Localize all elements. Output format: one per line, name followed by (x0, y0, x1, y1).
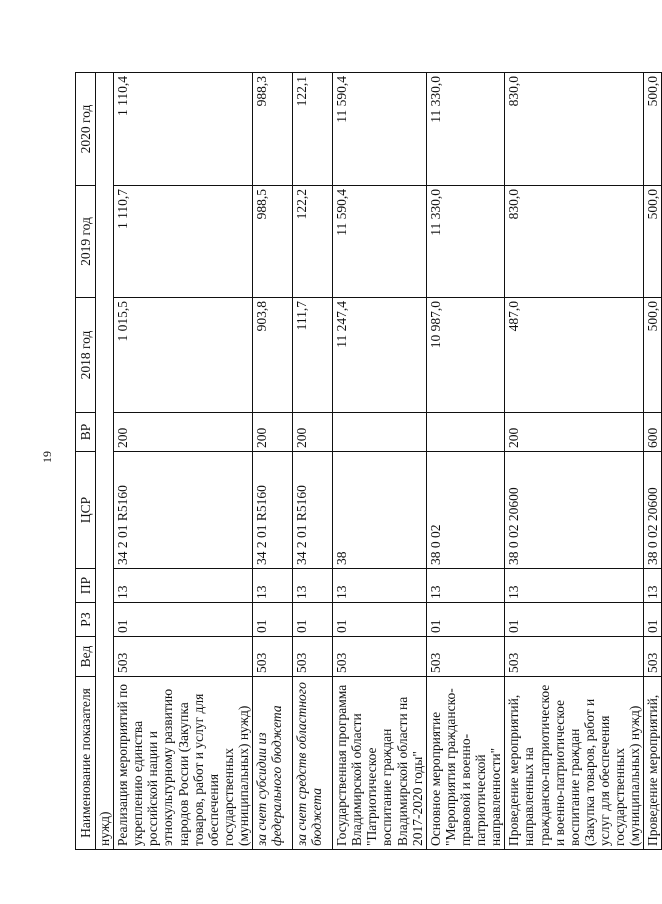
row-csr: 34 2 01 R5160 (293, 452, 333, 569)
row-name: Государственная программа Владимирской области "Патриотическое воспитание граждан Владимирской области на 2017-2020 годы" (333, 677, 427, 850)
row-name: за счет субсидии из федерального бюджета (253, 677, 293, 850)
header-ved: Вед (76, 637, 96, 677)
header-2019: 2019 год (76, 186, 96, 298)
row-pr: 13 (114, 569, 253, 603)
row-pr: 13 (333, 569, 427, 603)
row-pr: 13 (644, 569, 662, 603)
row-ved: 503 (505, 637, 644, 677)
header-name: Наименование показателя (76, 677, 96, 850)
row-rz: 01 (293, 603, 333, 637)
row-2020: 830,0 (505, 73, 644, 186)
header-csr: ЦСР (76, 452, 96, 569)
row-name: Проведение мероприятий, направленных на гражданско-патриотическое и военно-патриотическое воспитание граждан (Закупка товаров, работ и услуг для обеспечения государственных (муниципальных) нужд) (505, 677, 644, 850)
row-rz: 01 (505, 603, 644, 637)
table-row (253, 73, 293, 850)
row-csr: 34 2 01 R5160 (114, 452, 253, 569)
row-pr: 13 (426, 569, 505, 603)
table-row (293, 73, 333, 850)
table-row (644, 73, 662, 850)
row-pr: 13 (253, 569, 293, 603)
row-2020: 500,0 (644, 73, 662, 186)
page-number: 19 (40, 451, 54, 463)
row-2020: 11 330,0 (426, 73, 505, 186)
row-vr: 600 (644, 413, 662, 452)
row-2018: 1 015,5 (114, 298, 253, 413)
row-2018: 10 987,0 (426, 298, 505, 413)
row-name: Реализация мероприятий по укреплению единства российской нации и этнокультурному развитию народов России (Закупка товаров, работ и услуг для обеспечения государственных (муниципальных) нужд) (114, 677, 253, 850)
row-rz: 01 (114, 603, 253, 637)
header-vr: ВР (76, 413, 96, 452)
header-2020: 2020 год (76, 73, 96, 186)
table-row (114, 73, 253, 850)
row-ved: 503 (253, 637, 293, 677)
row-2019: 11 590,4 (333, 186, 427, 298)
header-2018: 2018 год (76, 298, 96, 413)
table-row (505, 73, 644, 850)
row-ved: 503 (114, 637, 253, 677)
header-row (76, 73, 96, 850)
row-csr: 38 0 02 20600 (644, 452, 662, 569)
continuation-cell: нужд) (96, 73, 114, 850)
row-name: за счет средств областного бюджета (293, 677, 333, 850)
row-vr: 200 (114, 413, 253, 452)
row-vr: 200 (293, 413, 333, 452)
row-ved: 503 (644, 637, 662, 677)
row-name: Проведение мероприятий, (644, 677, 662, 850)
row-pr: 13 (505, 569, 644, 603)
row-rz: 01 (644, 603, 662, 637)
row-rz: 01 (253, 603, 293, 637)
row-vr (333, 413, 427, 452)
row-2020: 122,1 (293, 73, 333, 186)
row-name: Основное мероприятие "Мероприятия гражданско-правовой и военно-патриотической направленности" (426, 677, 505, 850)
header-pr: ПР (76, 569, 96, 603)
row-2019: 988,5 (253, 186, 293, 298)
row-2019: 830,0 (505, 186, 644, 298)
row-2019: 11 330,0 (426, 186, 505, 298)
row-ved: 503 (293, 637, 333, 677)
row-rz: 01 (426, 603, 505, 637)
table-row (426, 73, 505, 850)
row-2019: 1 110,7 (114, 186, 253, 298)
row-csr: 38 (333, 452, 427, 569)
row-ved: 503 (426, 637, 505, 677)
row-2020: 1 110,4 (114, 73, 253, 186)
row-2018: 487,0 (505, 298, 644, 413)
row-2019: 500,0 (644, 186, 662, 298)
row-2018: 500,0 (644, 298, 662, 413)
row-vr: 200 (253, 413, 293, 452)
row-2018: 111,7 (293, 298, 333, 413)
row-csr: 38 0 02 (426, 452, 505, 569)
table-row-continuation (96, 73, 114, 850)
table-row (333, 73, 427, 850)
budget-table-rotated (75, 73, 661, 850)
row-ved: 503 (333, 637, 427, 677)
row-vr (426, 413, 505, 452)
header-rz: РЗ (76, 603, 96, 637)
row-2020: 11 590,4 (333, 73, 427, 186)
row-2018: 11 247,4 (333, 298, 427, 413)
row-csr: 38 0 02 20600 (505, 452, 644, 569)
row-rz: 01 (333, 603, 427, 637)
row-2019: 122,2 (293, 186, 333, 298)
row-2018: 903,8 (253, 298, 293, 413)
row-pr: 13 (293, 569, 333, 603)
budget-table (75, 72, 662, 850)
row-csr: 34 2 01 R5160 (253, 452, 293, 569)
row-vr: 200 (505, 413, 644, 452)
row-2020: 988,3 (253, 73, 293, 186)
